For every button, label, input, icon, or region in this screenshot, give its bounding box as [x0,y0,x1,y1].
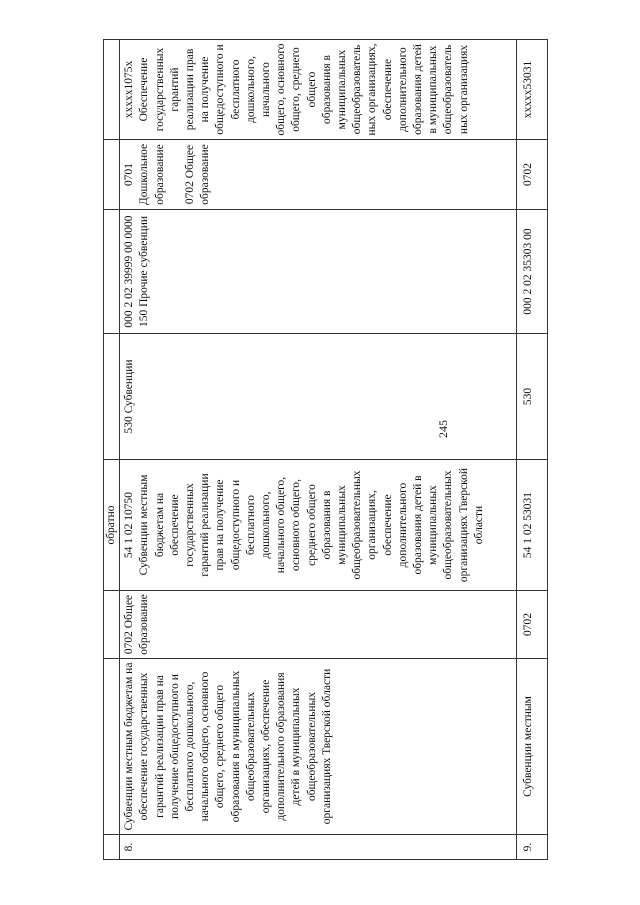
row-number: 9. [517,835,548,860]
subvention-name: Субвенции местным [517,659,548,835]
recipient-section: 0702 [517,140,548,210]
table-row [120,40,517,860]
budget-section: 0702 Общее образование [120,591,517,659]
header-cell [104,40,120,140]
subvention-table [103,39,548,860]
page-number: 245 [436,420,450,438]
expense-type: 530 Субвенции [120,334,517,460]
income-code: 000 2 02 39999 00 0000 150 Прочие субвенции [120,210,517,334]
target-article [517,460,548,591]
recipient-section: 0701 Дошкольное образование 0702 Общее образование [120,140,517,210]
row-number: 8. [120,835,517,860]
target-description: Субвенции местным бюджетам на обеспечение государственных гарантий реализации прав на получение общедоступного и бесплатного дошкольного, начального общего, основного общего, среднего общего образования в муниципальных общеобразовательных организациях, обеспечение дополнительного образования детей в муниципальных общеобразовательных организациях Тверской области [138,467,485,583]
header-cell [104,334,120,460]
header-cell [104,659,120,835]
subvention-name: Субвенции местным бюджетам на обеспечение государственных гарантий реализации прав на получение общедоступного и бесплатного дошкольного, начального общего, основного общего, среднего общего образования в муниципальных общеобразовательных организациях, обеспечение дополнительного образования детей в муниципальных общеобразовательных организациях Тверской области [120,659,517,835]
income-code: 000 2 02 35303 00 [517,210,548,334]
rotated-table-container [103,40,589,860]
target-code: 54 1 02 10750 [123,491,136,559]
header-cell [104,210,120,334]
target-article [120,460,517,591]
table-row [517,40,548,860]
header-cell [104,835,120,860]
header-cell [104,140,120,210]
budget-section: 0702 [517,591,548,659]
target-code: 54 1 02 53031 [522,491,535,559]
recipient-code: xxxxx1075x Обеспечение государственных гарантий реализации прав на получение общедоступного и бесплатного дошкольного, начального общего, основного общего, среднего общего образования в муниципальных общеобразовательных организациях, обеспечение дополнительного образования детей в муниципальных общеобразовательных организациях [120,40,517,140]
expense-type: 530 [517,334,548,460]
header-cell [104,591,120,659]
recipient-code: xxxxx53031 [517,40,548,140]
header-row [104,40,120,860]
header-cell-continuation: обратно [104,460,120,591]
